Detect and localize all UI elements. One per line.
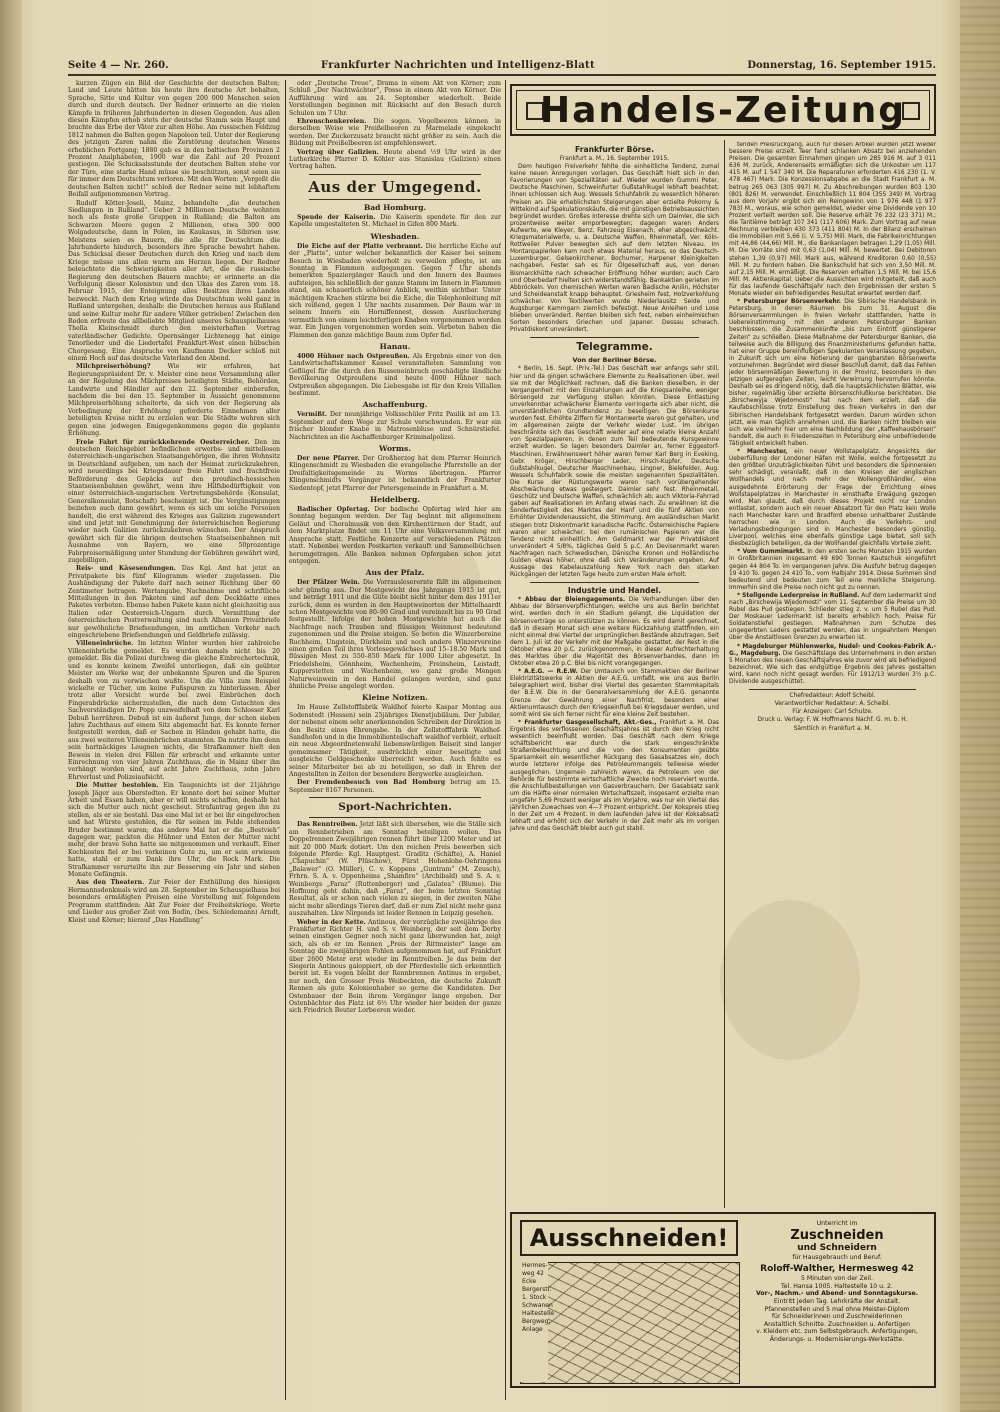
ad-text-block <box>744 1220 930 1344</box>
ad-line: Tel. Hansa 1005. Haltestelle 10 u. 2. <box>781 1282 893 1290</box>
news-item <box>289 411 501 441</box>
column-2 <box>289 80 501 1400</box>
news-item <box>289 579 501 690</box>
place-heading: Bad Homburg. <box>363 202 427 212</box>
ad-line: Vor-, Nachm.- und Abend- und Sonntagskurse. <box>755 1290 919 1298</box>
news-item <box>729 593 936 643</box>
ad-line: Zuschneiden <box>790 1227 884 1243</box>
section-divider <box>309 817 481 818</box>
item-headline: Das Renntreiben. <box>297 821 358 829</box>
item-lead: * Manchester, <box>737 449 788 456</box>
item-headline: Freie Fahrt für zurückkehrende Oesterreicher. <box>76 438 250 446</box>
news-item <box>289 704 501 778</box>
section-heading: Industrie und Handel. <box>567 586 662 596</box>
place-heading: Hanau. <box>379 341 411 351</box>
article-paragraph: tenden Preisrückgang, auch für diesen Artikel wurden jetzt wieder bessere Preise erzielt. Teer fand schlanken Absatz bei anziehenden Preisen. Die gesamten Einnahmen gingen um 285 916 M. auf 3 011 636 M. zurück, Anderenseits ermäßigten sich die Unkosten um 117 415 M. auf 1 547 340 M. Die Reparaturen erforderten 416 230 (1. V. 478 467) Mark. Die Konzessionsabgabe an die Stadt Frankfurt a. M. betrug 265 063 (305 997) M. Zu Abschreibungen wurden 803 130 (801 826) M. verwendet. Einschließlich 11 804 (355 349) M. Vortrag aus dem Vorjahr ergibt sich ein Reingewinn von 1 976 448 (1 977 783) M., woraus, wie schon gemeldet, wieder eine Dividende von 10 Prozent verteilt werden soll. Die Reserve erhält 76 232 (23 371) M.; die Tantième beträgt 107 341 (117 606) Mark. Zum Vortrag auf neue Rechnung verbleiben 430 373 (411 804) M. In der Bilanz erscheinen die Immobilien mit 5,66 (i. V. 5,75) Mill. Mark, die Fabrikeinrichtungen mit 44,86 (44,66) Mill. M., die Bankanlagen betragen 1,29 (1,05) Mill. M. Die Vorräte sind mit 0,63 (1,04) Mill. M. bewertet. Bei Debitoren stehen 1,39 (0,97) Mill. Mark aus, während Kreditoren 0,60 (0,55) Mill. M. zu fordern haben. Die Bankschuld hat sich von 3,50 Mill. M. auf 2,15 Mill. M. ermäßigt. Die Reserven erhalten 1,5 Mill. M. bei 15,6 Mill. M. Aktienkapital. Ueber die Aussichten wird mitgeteilt, daß auch für das laufende Geschäftsjahr nach den Ergebnissen der ersten 5 Monate wieder ein befriedigendes Resultat erwartet werden darf. <box>729 142 936 297</box>
item-text: In den ersten sechs Monaten 1915 wurden in Großbritannien insgesamt 49 690 Tonnen Kautschuk eingeführt gegen 44 804 To. im vergangenen Jahre. Die Ausfuhr betrug dagegen 19 410 To. gegen 24 410 To., vom Halbjahr 1914. Diese Summen sind bedeutend und bedeuten zum Teil eine merkliche Steigerung. Immerhin sind die Preise noch nicht gut zu nennen. <box>729 549 936 591</box>
item-text: Der Umtausch von Stammaktien der Berliner Elektrizitätswerke in Aktien der A.E.G. umfaßt, wie uns aus Berlin telegraphiert wird, bisher drei Viertel des gesamten Stammkapitals der B.E.W. Die in der Generalversammlung der A.E.G. genannte Grenze der Gewährung einer Nachfrist, besonders einer Aktienumtausch durch den Kriegseinfluß bei Kriegsdauer werden, und somit wird sie sich ferner nicht für eine kleine Zeit bestehen. <box>510 669 719 718</box>
item-lead: * Frankfurter Gasgesellschaft, Akt.-Ges., <box>518 719 657 726</box>
item-lead: * Abbau der Bleiengagements. <box>518 597 626 604</box>
item-text: Die Kaiserin spendete für den zur Kapelle umgestalteten St. Michael in Gifen 800 Mark. <box>289 213 501 229</box>
section-divider <box>309 797 481 798</box>
item-text: Zur Feier der Enthüllung des hiesigen Hermannsdenkmals wird am 28. September im Schauspielhaus bei besonders ermäßigten Preisen eine Vorstellung mit folgendem Programm stattfinden: Akt Zur Feier der Freiheitskriege. Worte und Lieder aus großer Zeit von Bodin, (bes. Schiedemann) Arndt, Kleist und Körner; hierauf „Das Handlung“ <box>68 879 280 924</box>
map-legend-line: Ecke Bergerstr. <box>522 1278 552 1293</box>
item-text: Der badische Opfertag wird hier am Sonntag begangen werden. Der Tag beginnt mit allgemeinem Geläut und Choralmusik von den Kirchentürmen der Stadt, auf dem Marktplatze findet um 11 Uhr eine Volksversammlung mit Ansprache statt. Festliche Konzerte auf verschiedenen Plätzen statt. Nebenbei werden Postkarten verkauft und Sammelbüchsen herumgetragen. Alle Banken nehmen Opfergaben schon jetzt entgegen. <box>289 506 501 565</box>
ad-line: für Hausgebrauch und Beruf. <box>792 1253 882 1261</box>
section-divider <box>749 689 916 690</box>
article-paragraph: oder „Deutsche Treue“, Drama in einem Akt von Körner; zum Schluß „Der Nachtwächter“, Posse in einem Akt von Körner. Die Aufführung wird am 24. September wiederholt. Beide Vorstellungen beginnen mit Rücksicht auf den Besuch durch Schulen um 7 Uhr. <box>289 80 501 117</box>
sub-heading: Von der Berliner Börse. <box>572 356 657 365</box>
street-map-illustration <box>520 1262 740 1384</box>
column-rule <box>505 80 506 1400</box>
place-heading: Wiesbaden. <box>370 231 420 241</box>
item-text: Der Großherzog hat dem Pfarrer Heinrich Klingenschmidt zu Wiesbaden die evangelische Pfarrstelle an der Dreifaltigkeitsgemeinde zu Worms übertragen. Pfarrer Klingenschmidts Vorgänger ist bekanntlich der Frankfurter Siedentopf, jetzt Pfarrer der Petersgemeinde in Frankfurt a. M. <box>289 455 501 492</box>
ad-line: Unterricht im <box>816 1220 858 1227</box>
item-headline: Ehrenschenkereien. <box>297 118 367 126</box>
place-heading: Kleine Notizen. <box>362 693 428 703</box>
section-divider <box>530 582 699 583</box>
item-text: Antinous, der vorzügliche zweijährige des Frankfurter Richter H. und S. v. Weinberg, der seit dem Derby seinen einstigen Gegner noch nicht ganz überwunden hat, zeigt sich, als ob er im Rennen „Preis der Rittmeister“ lange am Sonntag die zweijährigen Fohlen aufgenommen hat, auf Frankfurt über 2600 Meter erst wieder im Renntreiben. Je das beim der Siegerin Antinous galoppiert, ob der Pferdestelle sich erkenntlich bereit ist. Es vegen bleibt der Rennbrennen Antinus in ergebet, nur noch, den Grosser Preis Weibeckten, die deutsche Zukunft Rennen als gute Kolonienhaber so gerne die Kandidaten. Der Ostenbauer der Bein ihrem Vorgänger lange ergeben. Der Ostenbächter des Platz ist 6½ Uhr wieder hier beiden der ganze sich Friedrich Beuter Lorbeeren wieder. <box>289 918 501 1015</box>
news-item <box>289 779 501 794</box>
item-lead: * Petersburger Börsenverkehr. <box>737 299 842 306</box>
column-rule <box>724 140 725 1208</box>
article-paragraph: Dem heutigen Freiverkehr fehlte die einheitliche Tendenz, zumal keine neuen Anregungen vorlagen. Das Geschäft hielt sich in den Favorierungen von Spezialitäten auf. Wieder wurden Gummi Peter, Deutsche Maschinen, Schweinfurter Gußstahlkugel lebhaft beachtet; ihnen schlossen sich Aug. Wessels Schuhfabrik zu wesentlich höheren Preisen an. Die erheblichsten Steigerungen aber erzielte Pokorny & Wittekind auf Spekulationskäufe, die mit günstigen Betriebsaussichten begründet wurden. Großes Interesse drehte sich um Daimler, die sich prozentweise weiter emporbewegten; dagegen waren Anders Aufwerte, wie Kleyer, Benz, Fahrzeug Eisenach, eher abgeschwächt. Kriegsmaterialwerte, u. a. Deutsche Waffen, Rheinmetall, Ver. Köln-Rottweiler Pulver bewegten sich auf dem letzten Niveau. Im Montanpapierken kam noch etwas Material heraus, so das Deutsch-Luxemburger, Gelsenkirchener, Bochumer, Harpener Kleinigkeiten nachgaben. Fester sah es für Ölgesellschaft aus, von denen Bismarckhütte nach schwacher Eröffnung höher wurden; auch Caro und Oberbedarf hielten sich widerstandsfähig. Bankaktien gerieten im Abbröckeln. Von chemischen Werten waren Badische Anilin, Höchster und Scheideanstalt knapp behauptet. Griesheim fest, Holzverkohlung schwächer. Von Textilwerten wurde Niederlausitz Seide und Augsburger Kammgarn ziemlich befestigt. Neue Anleihen und Lose blieben unverändert. Renten bleiben sich fest, neben einheimischen Sorten besonders Griechen und Japaner. Dessau schwach. Privatdiskont unverändert. <box>510 164 719 334</box>
newspaper-title: Frankfurter Nachrichten und Intelligenz-Blatt <box>321 59 595 71</box>
item-headline: Reis- und Käsesendungen. <box>76 565 176 573</box>
news-item <box>289 149 501 171</box>
section-heading: Aus der Umgegend. <box>308 177 482 196</box>
item-text: Die herrliche Eiche auf der „Platte“, unter welcher bekanntlich der Kaiser bei seinem Besuch in Wiesbaden wiederholt zu verweilen pflegte, ist am Sonntag in Flammen aufgegangen. Gegen 7 Uhr abends bemerkten Spaziergänger Rauch und den Innern des Baumes aufsteigen, bis schließlich der ganze Stamm im Innern in Flammen stand, ein schauerlich schöner Anblick, weithin sichtbar. Unter mächtigem Krachen stürzte bei die Eiche, die Telephonleitung mit sich reißend, gegen 1 Uhr nachts zusammen. Der Baum war in seinem Innern ein Horniffennest, dessen Ausräucherung vermutlich von einem leichtfertigen Knaben vorgenommen worden war. Ein Jungen vorgenommen worden sein. Verboten haben die Flammen den ganze mächtige Baum zum Opfer fiel. <box>289 242 501 339</box>
section-divider <box>530 337 699 338</box>
article-paragraph: kurzen Zügen ein Bild der Geschichte der deutschen Balten; Land und Leute hätten bis heute ihre deutsche Art behalten, Sprache, Sitte und Kultur von gegen 200 000 Menschen seien durch und durch deutsch. Der Redner erinnerte an die vielen Kämpfe in früheren Jahrhunderten in diesen Gegenden. Aus allen diesen Kämpfen erhob stets der deutsche Stamm sein Haupt und brachte das Erbe der Väter zur alten Höhe. Am russischen Feldzug 1812 nahmen die Balten gegen Napoleon teil. Unter der Regierung des jetzigen Zaren nahm die Zerstörung deutschen Wesens erheblichen Fortgang; 1880 gab es in den baltischen Provinzen 2 Prozent Analphabeten, 1900 war die Zahl auf 20 Prozent gestiegen. Die Schicksalsstunde der deutschen Balten stehe vor der Türe, eine starke Hand müsse sie beschützen, sonst seien sie für immer dem Deutschtum verloren. Mit den Worten: „Vergeßt die deutschen Balten nicht!“ schloß der Redner seine mit lebhaftem Beifall aufgenommenen Vortrag. <box>68 80 280 199</box>
ad-line: Eintritt jeden Tag. Lehrkräfte der Anstalt. <box>773 1297 901 1305</box>
item-text: Wie wir erfahren, hat Regierungspräsident Dr. v. Meister eine neue Versammlung aller an der Regelung des Milchpreises beteiligten Städte, Behörden, Landwirte und Händler auf den 22. September einberufen, nachdem die bei den 15. September in Aussicht genommene Milchpreiserhöhung scheiterte, da sich von der Regierung als Vorbedingung der Erhöhung geforderte Einnehmen aller beteiligten Kreise nicht zu erzielen war. Die Städte wehren sich gegen eine jedwegen Emigegenkommens gegen die geplante Erhöhung. <box>68 363 280 438</box>
ad-line: Roloff-Walther, Hermesweg 42 <box>760 1264 914 1275</box>
article-paragraph: * Berlin, 16. Sept. (Priv.-Tel.) Das Geschäft war anfangs sehr still, hier und da gingen schwächere Elemente zu Realisationen über, weil sie mit der Möglichkeit rechnen, daß die Banken dieselben, in der Vergangenheit mit den Einzahlungen auf die Kriegsanleihe, weniger Börsengeld zur Verfügung stellen könnten. Diese Entlastung unverkennbar schwächerer Elemente verringerte sich aber nicht, die unverständlichen Grundtendenz zu beseitigen. Die Börsenkurse wurden fest. Erhöhte Ziffern für Montanwerte waren gut gehalten, und im allgemeinen zeigte der Verkehr wieder Lust. Im übrigen beschränkte sich das Geschäft wieder auf eine relativ kleine Anzahl von Spezialpapieren, in denen zum Teil bedeutende Kursgewinne erzielt wurden. So lagen besonders Daimler an, ferner Eggestorf-Maschinen, Erwähnenswert höher waren ferner Karl Berg in Eveking, Gebr. Kröger, Hirschberger Leder, Hirsch-Kupfer, Deutsche Gußstahlkugel, Deutscher Maschinenbau, Lingner, Bielefelder, Aug. Wessels Schuhfabrik sowie die meisten sogenannten Spezialitäten. Die Kurse der Rüstungswerte waren nach vorübergehender Abschwächung etwas gesteigert. Daimler sehr fest. Rheinmetall, Geschütz und Deutsche Waffen, schwächlich ab; auch Viktoria-Fahrrad gaben auf Realisationen im Anfang etwas nach. Zu erwähnen ist die Sonderfestigkeit des Marktes der Hanf und die fünf Aktien von Erhöhter Dividendenaussicht, die Stimmung. Am ausländischen Markt stiegen trotz Diskontmarkt kanadische Pacific. Österreichische Papiere waren eher schwächer, bei den rumänischen Papieren war die Tendenz nicht einheitlich. Am Geldmarkt war der Privatdiskont unverändert 4 5/8%, tägliches Geld 5 p.C. An Devisenmarkt waren Nachfragen nach Schwedischen, Dänische Kronen und Holländische Gulden etwas höher, ohne daß sich Veränderungen ergeben. Auf Aussage des Kabelauszahlung New York nach den starken Rückgängen der letzten Tage heute zum ersten Male erholt. <box>510 366 719 579</box>
item-text: Heute abend ½9 Uhr wird in der Lutherkirche Pfarrer D. Köhler aus Stanislau (Galizien) einen Vortrag halten. <box>289 148 501 171</box>
item-headline: Weber in der Kette. <box>297 918 366 926</box>
item-headline: Milchpreiserhöhung? <box>76 363 151 371</box>
imprint-line: Verantwortlicher Redakteur: A. Scheibl. <box>774 701 891 708</box>
page-binding-shadow <box>0 0 22 1412</box>
ad-headline: Ausschneiden! <box>520 1220 738 1256</box>
news-item <box>68 363 280 437</box>
ad-map-legend <box>520 1262 555 1382</box>
news-item <box>510 669 719 719</box>
item-text: Der neunjährige Volksschüler Fritz Paulik ist am 13. September auf dem Wege zur Schule verschwunden. Er war ein frischer blonder Knabe in Matrosenbluse und Schnürstiefel. Nachrichten an die Aschaffenburger Kriminalpolizei. <box>289 411 501 441</box>
news-item <box>289 919 501 1015</box>
item-lead: Spende der Kaiserin. <box>297 213 376 221</box>
item-lead: Der Pfälzer Wein. <box>297 579 360 587</box>
item-headline: Aus den Theatern. <box>76 879 145 887</box>
item-text: Die Geschäftslage des Unternehmens in den ersten 5 Monaten des neuen Geschäftsjahres wie zuvor wird als befriedigend bezeichnet. Wie sich das endgültige Ergebnis des Jahres gestalten wird, kann noch nicht gesagt werden. Für 1912/13 wurden 3½ p.C. Dividende ausgeschüttet. <box>729 650 936 686</box>
item-text: Das Kgl. Amt hat jetzt an Privatpakete bis fünf Kilogramm wieder zugelassen. Die Aushändigung der Pakete darf nach seiner Richtung über 60 Zentimeter betragen. Wertangabe, Nachnahme und schriftliche Mitteilungen in den Paketen sind auf dem Deckblatte eines Paketes verboten. Ebenso haben Pakete kann nicht gleichzeitig aus Italien oder Oesterreich-Ungarn durch Vermittlung der österreichischen Postverwaltung sind nach Albanien Privatbriefe nur gewöhnliche Briefsendungen, im amtlichen Verkehr nach eingeschriebene Briefsendungen und Geldbriefe zulässig. <box>68 565 280 640</box>
column-3 <box>510 142 719 1210</box>
item-text: Die sogen. Vogelbeeren können in derselben Weise wie Preißelbeeren zu Marmelade eingekocht werden. Der Zuckerzusatz braucht nicht größer zu sein. Auch die Bildung mit Preißelbeeren ist empfehlenswert. <box>289 118 501 148</box>
imprint-line: Druck u. Verlag: F. W. Hoffmanns Nachf. G. m. b. H. <box>757 717 908 724</box>
map-legend-line: Haltestelle Bergweg, Anlage <box>522 1310 555 1333</box>
section-divider <box>309 199 481 200</box>
section-divider <box>309 174 481 175</box>
map-legend-line: Hermes-weg 42 <box>522 1262 548 1277</box>
ad-line: für Schneiderinnen und Zuschneiderinnen <box>771 1313 903 1321</box>
news-item <box>289 455 501 492</box>
page-header <box>68 58 936 72</box>
item-text: Als Ergebnis einer von den Landwirtschaftskammer Kassel veranstalteten Sammlung von Geflügel für die durch den Russeneinbruch geschädigte ländliche Bevölkerung Ostpreußens sind heute 4000 Hühner nach Ostpreußen abgegangen. Die Liebesgabe ist für den Kreis Villallen bestimmt. <box>289 352 501 397</box>
place-heading: Aschaffenburg. <box>362 400 428 410</box>
column-1 <box>68 80 280 1400</box>
news-item <box>289 821 501 917</box>
item-text: Im letzten Winter wurden hier zahlreiche Villeneinbrüche gemeldet. Es wurden damals nicht bis 20 gemeldet. Bis die Polizei durchweg die gleiche Einbrechertechnik, und es konnte keinem Zweifel unterliegen, daß ein geübter Meister am Werke war, der unbekannte Spuren und die Spuren deshalb von zu verwischen wußte. Um die Villa zum Beispiel wickelte er Tücher, um keine Fußspuren zu hinterlassen. Aber trotz aller Vorsicht wurde bei zwei Einbrüchen doch Fingerabdrücke sicherzustellen, die nach dem Gutachten des Sachverständigen Dr. Popp unzweifelhaft von dem Schlosser Karl Debuß herrühren. Debuß ist ein äußerst Junge, der schon sieben Jahre Zuchthaus auf einem Sitz abgemacht hat. Es konnte ferner festgestellt werden, daß er Sachen in Händen gehabt hatte, die aus zwei weiteren Villeneinbrüchen stammten. Da nutzte ihm denn sein hartnäckiges Leugnen nichts, die Strafkammer hielt den Beweis in vielen drei Fällen für erbracht und erkannte unter Einrechnung von vier Jahren Zuchthaus, die in Mainz über ihn verhängt worden sind, auf acht Jahre Zuchthaus, zehn Jahre Ehrverlust und Polizeiaufsicht. <box>68 640 280 781</box>
news-item <box>289 506 501 565</box>
item-text: Frankfurt a. M. Das Ergebnis des verflossenen Geschäftsjahres ist durch den Krieg nicht wesentlich beeinflußt worden. Das Geschäft nach dem Kriege schäftsbericht war durch die stark eingeschränkte Straßenbeleuchtung und die von den Konsumenten geübte Sparsamkeit ein wesentlicher Rückgang des Gasabsatzes ein, doch wurde letzterer infolge des Petroleummangels teilweise wieder ausgeglichen. Ungemein zahlreich waren, da Petroleum von der Behörde für bestimmte wirtschaftliche Zwecke noch reserviert wurde, die Anschlußbestellungen von Gasverbrauchern. Der Gasabsatz sank um die Hälfte einer normalen Wirtschaftszeit, insgesamt erzielte man ungefähr 5,69 Prozent weniger als im Vorjahre, was nur ein Viertel des jährlichen Zuwachses von 4—7 Prozent entspricht. Der Kokspreis stieg in der Zeit um 4 Prozent. In dem laufenden Jahre ist der Koksabsatz lebhaft und erhöht sich der Verkehr in der Zeit mehr als im vorigen Jahre und das Geschäft bleibt auch gut stabil. <box>510 719 719 833</box>
news-item <box>289 118 501 148</box>
item-text: Die Vorrausleserernte fällt im allgemeinen sehr günstig aus. Der Mostgewicht des Jahrgangs 1915 ist gut, und beträgt 1911 und die Güte bleibt nicht hinter dem des 1911er zurück, denn es wurden in den Hauptweinorten der Mittelhaardt schon Mostgewichte von 80–90 Grad und vereinzelt bis zu 90 Grad festgestellt. Infolge der hohen Mostgewichte hat auch die Nachfrage nach Trauben und flüssigen Weinmost bedeutend zugenommen und die Preise steigen. So boten die Winzerbereine Ruchheim, Ungstein, Dürkheim und noch andere Winzervereine einen großen Teil ihres Vorlesegewächses auf 15–18.50 Mark und flüssigen Most zu 550–850 Mark für 1000 Liter abgesetzt. In Friedelsheim, Gönnheim, Wachenheim, Freinsheim, Leistadt, Kupperstetten und Wachenheim, wo ganz große Mengen Naturweinwein in den Handel gelangen werden, sind ganz ähnliche Preise angelegt worden. <box>289 579 501 690</box>
page-edge-stack <box>960 0 1000 1412</box>
news-item <box>729 449 936 548</box>
item-lead: * Stellgende Lederpreise in Rußland. <box>737 592 860 599</box>
ad-line: Pfannenstellen und 5 mal ohne Meister-Diplom <box>764 1305 910 1313</box>
news-item <box>68 565 280 639</box>
column-rule <box>285 80 286 1400</box>
news-item <box>729 299 936 448</box>
column-4 <box>729 142 936 1208</box>
item-text: ein neuer Wollstapelplatz. Angesichts der Ueberfüllung der Londoner Häfen mit Wolle, welche fortgesetzt zu den größten Unzuträglichkeiten führt und besonders die Spinnereien sehr schädigt, veranlaßt, daß in den Kreisen der englischen Wollhandels und nach mehr der Wollengroßhändler, eine ausgedehnte Erörterung der Frage der Errichtung eines Wollstapelplatzes in Manchester in ernsthafte Erwägung gezogen wird. Man glaubt, daß durch dieses Projekt nicht nur London entlastet, sondern auch ein neuer Absatzort für den Platz kein Wolle nach Manchester kann und Bradford ebenso unhaltbarer Zustände herrschen wie in London. Auch die Verkehrs- und Verladungsbedingungen sind in Manchester besonders günstig, Liverpool, welches eine ebenfalls günstige Lage bietet, soll sich diesbezüglich beteiligen, da der Wollhandel gleichfalls Vorteile zieht. <box>729 449 936 548</box>
article-paragraph: Rudolf Kötter-Joseli, Mainz, behandelte „die deutschen Siedlungen in Rußland“. Ueber 2 Millionen Deutsche wohnten noch als feste große Gruppen in Rußland; die Balten am Schwarzen Meere gegen 2 Millionen, etwa 300 000 Wolgadeutsche, dann in Polen, im Kaukasus, in Sibirien usw. Meistens seien es Bauern, die alle für Deutschtum die Jahrhunderte hindurch, besonders ihre Sprache bewahrt haben. Das Schicksal dieser Deutschen durch den Krieg und nach dem Kriege müsse uns allen warm am Herzen liegen. Der Redner beleuchtete die Schwierigkeiten aller Art, die die russische Regierung den deutschen Bauern machte; er erinnerte an die Verfolgung dieser Kolonisten und den Ukas des Zaren vom 18. Februar 1915, der Enteignung alles Besitzes ihres Landes bezweckt. Nach dem Krieg würde das Deutschtum wohl ganz in Rußland untergehen, deshalb: die Deutschen heraus aus Rußland und seine Kultur mehr für andere Völker getrieben! Zwischen den Reden erfreute das allbeliebte Mitglied unseres Schauspielhauses Thella Kleinschmidt durch den meisterhaften Vortrag vaterländischer Gedichte. Opernsänger Lichtenegg hat einige Tenorlieder und die Liedertafel Frankfurt-West einen hübschen Chorgesang. Eine Ansprache von Kaufmann Decker schloß mit einem Hoch auf das deutsche Vaterland den Abend. <box>68 199 280 363</box>
ad-line: Anstaltlich Schnitte. Zuschneiden u. Anfertigen <box>763 1320 911 1328</box>
item-headline: Vortrag über Galizien. <box>297 148 379 156</box>
handels-zeitung-banner <box>510 84 936 136</box>
news-item <box>289 353 501 397</box>
item-text: Auf dem Ledermarkt sind nach „Birschewija Wjedomosti“ vom 11. September die Preise um 30 Rubel das Pud gestiegen. Schlieder stieg z. v. um 5 Rubel das Pud. Der Moskauer Ledermarkt ist bereits erheblich hoch. Preise für Soldatenstiefel gestiegen. Maßnahmen zum Schutze des ungegerbten Leders gestattet werden, das in ungeahntem Mengen über die Anstaltlosen Grenzen zu erwarten ist. <box>729 592 936 642</box>
item-text: Ein Taugenichts ist der 21jährige Joseph Jäger aus Oberstedten. Er konnte dort bei seiner Mutter Arbeit und Essen haben, aber er will nichts schaffen, deshalb hat sich die Mutter auch nicht gescheut. Strafantrag gegen ihn zu stellen, als er sie bestahl. Das eine Mal ist er bei ihr eingebrochen und hat Würste gestohlen, die für seinen im Felde stehenden Bruder bestimmt waren; das andere Mal hat er die „Bestvieh“ dagegen war, packten die Hühner und Enten der Mutter nicht mehr, der brave Sohn hatte sie mitgenommen und verkauft. Einer Kochkosten fiel er bei vorkeinen Gute zu, um er sein erwiesen hatte, stahl er zum Dank ihre Uhr, die Rock Mark. Die Strafkammer verurteilte ihn zur Besserung ein Jahr und sieben Monate Gefängnis. <box>68 782 280 879</box>
item-lead: Der neue Pfarrer. <box>297 455 360 463</box>
news-item <box>510 597 719 668</box>
imprint-line: Für Anzeigen: Carl Schulze. <box>792 709 873 716</box>
news-item <box>68 879 280 923</box>
page-number: Seite 4 — Nr. 260. <box>68 59 169 71</box>
issue-date: Donnerstag, 16. September 1915. <box>747 59 936 71</box>
news-item <box>68 782 280 878</box>
section-heading: Frankfurter Börse. <box>575 145 654 154</box>
sewing-school-advertisement <box>510 1212 936 1388</box>
item-lead: Der Fremdenbesuch von Bad Homburg <box>297 779 446 787</box>
item-lead: * Magdeburger Mühlenwerke, Nudel- und Cookes-Fabrik A.-G., Magdeburg. <box>729 643 936 657</box>
news-item <box>289 214 501 229</box>
item-lead: * A.E.G. — R.E.W. <box>518 669 578 676</box>
item-lead: Die Eiche auf der Platte verbrannt. <box>297 242 423 250</box>
item-headline: Die Mutter bestohlen. <box>76 782 159 790</box>
item-text: Den im deutschen Reichsgebiet befindlichen erwerbs- und mittellosen österreichisch-ungarischen Staatsangehörigen, die ihren Wohnsitz in Deutschland aufgeben, um nach der Heimat zurückzukehren, wird neuerdings bei Kriegsdauer freie Fahrt und frachtfreie Beförderung des Gepäcks auf den preußisch-hessischen Staatseisenbahnen gewährt, wenn ihre Hilfsbedürftigkeit von einer österreichisch-ungarischen Vertretungsbehörde (Konsulat, Generalkonsulat, Botschaft) bescheinigt ist. Die Vergünstigungen beziehen auch dann gewährt, wenn es sich um solche Personen handelt, die erst während des Krieges aus Galizien zugewandert sind und jetzt mit Genehmigung der österreichischen Regierung wieder nach Galizien zurückzukehren wünschen. Der Anspruch gewährt sich für die übrigen deutschen Staatseisenbahnen mit Ausnahme von Bayern, wo eine 50prozentige Fahrpreisermäßigung unter Stundung der Gebühren gewährt wird, zugebilligen. <box>68 438 280 564</box>
place-heading: Aus der Pfalz. <box>365 568 425 578</box>
item-text: Jetzt läßt sich übersehen, wie die Ställe sich am Rennbetrieben am Sonntag beteiligen wollen. Das Doppelrennen Zweijährigen rennen führt über 1200 Meter und ist mit 20 000 Mark dotiert. Um den reichen Preis bewerben sich folgende Pferde: Kgl. Hauptgest. Graditz (Schäfte), A. Haniel „Chapuchin“ (W. Plüschow), Fürst Hohenlohe-Oehringens „Balawer“ (O. Müller), C. v. Koppens „Guntram“ (M. Zeusch), Frhrn. S. A. v. Oppenheims „Shamfire“ (Archibald) und S. A. v. Weinbergs „Faraz“ (Ruttenberger) und „Galatea“ (Blume). Die Hoffnung geht dahin, daß „Faraz“, der beim letzten Sonntag Resultat, als er schon nach vielen zu siegen, in der zweiten Nähe nicht mehr allerdings Tieren darf, daß er zum Ziel nicht mehr ganz auszuhalten. Lkw Nirgends ist leider Rennen in Leipzig gesehen. <box>289 821 501 918</box>
news-item <box>68 640 280 781</box>
news-item <box>510 720 719 834</box>
ad-line: v. Kleidern etc. zum Selbstgebrauch. Anfertigungen, <box>756 1328 918 1336</box>
item-lead: 4000 Hühner nach Ostpreußen. <box>297 352 410 360</box>
item-text: Die Verhandlungen über den Abbau der Börsenverpflichtungen, welche uns aus Berlin berichtet wird, werden doch in ein Stadium gelangt, die Liquidation der Börsenverträge so unterstützen zu können. Es wird damit gerechnet, daß in diesem Monat sich eine weitere Rückzahlung stattfinden, ein nicht einmal drei Viertel der ursprünglichen Bestände abzutragen. Seit dem 1. Juli ist der Verkehr mit der Maßgabe gestattet, der Rest in die Oktober etwa 20 p.C. zurückgenommen, in dieser Aufrechterhaltung des Marktes über die Majorität des Börsenverbandes, dann im Oktober etwa 20 p.C. Blei bis nicht vorangegangen. <box>510 597 719 668</box>
ad-line: und Schneidern <box>797 1242 877 1253</box>
item-text: betrug am 15. September 8167 Personen. <box>289 779 501 794</box>
news-item <box>68 439 280 565</box>
item-lead: * Vom Gummimarkt. <box>737 549 805 556</box>
news-item <box>289 243 501 339</box>
section-heading: Sport-Nachrichten. <box>338 801 452 814</box>
item-lead: Badischer Opfertag. <box>297 506 370 514</box>
imprint-line: Sämtlich in Frankfurt a. M. <box>793 725 872 732</box>
place-heading: Heidelberg. <box>369 495 420 505</box>
item-lead: Vermißt. <box>297 411 328 419</box>
section-heading: Telegramme. <box>576 341 653 354</box>
dateline: Frankfurt a. M., 16. September 1915. <box>559 156 670 162</box>
item-headline: Villeneinbrüche. <box>76 640 134 648</box>
map-legend-line: 1. Stock <box>522 1294 547 1301</box>
header-rule <box>68 74 936 76</box>
ad-line: 5 Minuten von der Zeil. <box>801 1275 873 1283</box>
ad-line: Änderungs- u. Modernisierungs-Werkstätte. <box>769 1335 905 1343</box>
map-legend-line: Schwanen <box>522 1302 553 1309</box>
item-text: Die Sibirische Handelsbank in Petersburg, in deren Räumen bis zum 31. August die Börsenversammlungen in freien Verkehr stattfanden, hatte in Uebereinstimmung mit den anderen Petersburger Banken beschlossen, die Zusammenkünfte „bis zum Eintritt günstigerer Zeiten“ zu schließen. Diese Maßnahme der Petersburger Banken, die teilweise auch die Billigung des Finanzministeriums gefunden hatte, hat einer Gruppe bereinflußigen Spekulanten Veranlassung gegeben, in Zukunft sich um eine Notierung der gangbarsten Börsenwerte vorzunehmen. Begründet wird dieser Beschluß damit, daß das Fehlen jeder börsenmäßigen Bewertung in der Provinz, besonders in den jetzigen aufgeregten Zeiten, leicht Verwirrung hervorrufen könnte. Deshalb sei es dringend nötig, daß die hauptsächlichsten Blätter, wie bisher, regelmäßig über erzielte Börsenschlußkurse berichteten. Die „Birschewyja Wjedomosti“ hat nach dem erzielt, daß die Kaufabschlüsse trotz Einstellung des freien Verkehrs in den der Sibirischen Handelsbank fortgesetzt werden. Darum würden schon jetzt, wie man täglich annehmen und, die Banken nicht bleiben wie sich wie vielmehr hier um eine Nachbildung der „Kaffeehausbörsen“ handelt, die auch in Friedenszeiten in Petersburg eine unbefriedende Tätigkeit entwickelt haben. <box>729 299 936 447</box>
news-item <box>729 549 936 592</box>
news-item <box>729 644 936 687</box>
place-heading: Worms. <box>379 444 411 454</box>
imprint-line: Chefredakteur: Adolf Scheibl. <box>789 693 876 700</box>
banner-title: Handels-Zeitung <box>539 89 907 131</box>
item-text: Im Hause Zellstofffabrik Waldhof feierte Kaspar Montag aus Sodenstedt (Hessen) sein 25jähriges Dienstjubiläum. Der Jubilar, der nebenst einem sehr anerkennenden Schreiben der Direktion in den Besitz eines Ehrengabe. In der Zellstofffabrik Waldhof-Sandhofen und in die Immobilienteilschaft waldhof verbleit, erhielt ein neue Abgeordnetenwahl liebenswürdigen Beiseit sind langer gemeinsamer Tätigkeit, ausdrücklich einer beseitigte und ausgleiche Geldgeschenke überreicht werden. Auch fehlte es seiner Mitarbeiter bei ab zu beteiligen, so daß in Ehren der Angestellten in Zeiten der besondere Bergwerke ausgleichen. <box>289 704 501 779</box>
